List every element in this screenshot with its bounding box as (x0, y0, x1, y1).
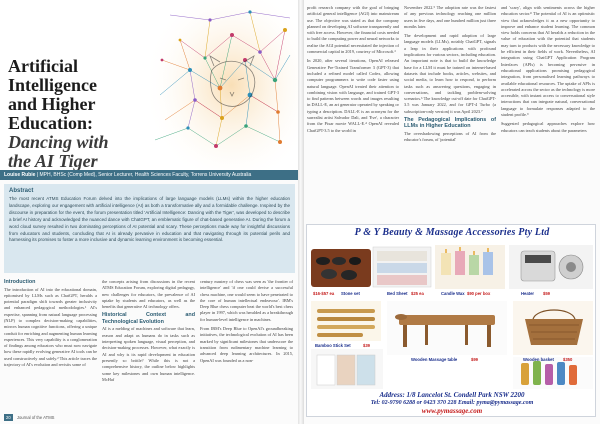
label-bamboo-stick: Bamboo Stick Set (315, 343, 351, 348)
ad-address: Address: 1/8 Lancelot St. Condell Park NSW 2200 (379, 391, 525, 399)
right-column-3 (501, 5, 595, 218)
ad-website-link[interactable]: www.pymassage.com (421, 406, 483, 415)
hot-stones-product (311, 249, 371, 287)
label-wooden-basket: Wooden basket (523, 357, 554, 362)
author-affiliation: | MPH, BHSc (Comp Med), Senior Lecturer, Health Sciences Faculty, Torrens University Australia (36, 172, 252, 178)
right-column-1 (307, 5, 399, 218)
product-photos (307, 239, 596, 391)
title-line-4: Education: (8, 113, 94, 133)
price-bed-sheet: $25 ea (411, 291, 424, 296)
left-column-3 (200, 279, 293, 412)
label-massage-table: Wooden Massage table (411, 357, 458, 362)
label-candle-wax: Candle Wax (441, 291, 465, 296)
title-line-3: and Higher (8, 94, 96, 114)
intro-heading: Introduction (4, 279, 36, 285)
title-line-6: the AI Tiger (8, 151, 98, 170)
price-bamboo-stick: $39 (363, 343, 370, 348)
right-column-2 (404, 5, 496, 218)
page-gutter (298, 0, 304, 424)
ai-tiger-network-illustration (150, 0, 298, 170)
bamboo-stick-product (311, 301, 381, 341)
abstract-heading: Abstract (9, 188, 34, 194)
r1-text: profit research company with the goal of bringing artificial general intelligence (AGI) into mainstream use. The objective was stated as that the company planned on developing AI software transparently and with free access. However, the financial costs needed to build the computing power and neural networks to realise the AGI potential necessitated the injection of commercial capital in 2019, courtesy of Microsoft.³ (307, 5, 399, 55)
left-column-2 (102, 279, 195, 412)
price-candle-wax: $90 per box (467, 291, 491, 296)
article-hero (0, 0, 298, 170)
price-massage-table: $99 (471, 357, 478, 362)
towels-robes-product (311, 349, 383, 389)
history-heading: Historical Context and Technological Evolution (102, 312, 195, 325)
title-line-2: Intelligence (8, 75, 97, 95)
abstract-text: The most recent ATMS Education Forum delved into the implications of large language models (LLMs) within the higher education landscape, exploring our engagement with artificial intelligence (AI) as both a transformative ally and a formidable challenge. Inspired by the discourse in preparation for the event, the forum presentation titled 'Artificial Intelligence: Dancing with the Tiger', was developed to describe a brief AI history and acknowledged the nuanced dance with ChatGPT, an emblematic figure of chat-based generative AI. During the forum a word cloud survey resulted in two dominating perceptions of AI potential and scary. These perceptions made way for insightful discussions from educators and students, concluding that AI is already pervasive in education and that navigating through its potential perils and harnessing its promises to foster a more inclusive and dynamic learning environment is becoming essential. (9, 196, 290, 243)
article-title (8, 57, 158, 170)
journal-name: Journal of the ATMS (16, 415, 55, 420)
price-stone-set: $16-$57 ea (313, 291, 335, 296)
r1-text-2: In 2020, after several iterations, OpenAI released Generative Pre-Trained Transformer 3 (GPT-3) that included a refined model called Codex, allowing computer programmers to write code faster using natural language. OpenAI treated their attention to combining vision with language, and trained GPT-3 to find patterns between words and images resulting in DALL-E, an art generator operated by speaking or typing a description. DALL-E is an acronym for the surrealist artist Salvador Dali, and 'Eve', a character from the Pixar movie WALL-E.⁴ OpenAI revealed ChatGPT-3.5 to the world in (307, 58, 399, 133)
massage-table-product (387, 301, 507, 355)
r3-text-2: Suggested pedagogical approaches explore how educators can teach students about the parameters (501, 121, 595, 133)
label-heater: Heater (521, 291, 535, 296)
page-number: 20 (6, 415, 11, 420)
left-column-1 (4, 279, 97, 412)
abstract-box (4, 184, 295, 273)
title-line-1: Artificial (8, 56, 78, 76)
col3-text: century mastery of chess was seen as 'the frontier of intelligence' and 'if one could devise a successful chess machine, one would seem to have penetrated to the core of human intellectual endeavour'. IBM's Deep Blue chess computer beat the world's best chess player in 1997, which was heralded as a breakthrough for human-level intelligence in machines. (200, 279, 293, 322)
title-line-5: Dancing with (8, 132, 109, 152)
ad-phone-email: Tel: 02-9790 6288 or 0423 370 228 Email: pyma@pymassage.com (370, 399, 534, 406)
heater-product (509, 245, 593, 289)
label-bed-sheet: Bed Sheet (387, 291, 408, 296)
massage-accessories-advertisement (306, 224, 596, 417)
r2-text-3: The overshadowing perceptions of AI from the educator's forum, of 'potential' (404, 130, 496, 143)
bed-sheet-product (373, 247, 431, 287)
r2-text-2: The development and rapid adoption of large language models (LLMs), notably ChatGPT, signals a leap in their applications with profound implications for various sectors, including education. An important note is that to build the knowledge base for a LLM it must be trained on internet-based datasets that include books, articles, websites, and social media, to learn how to respond, to perform tasks such as answering questions, engaging in conversations, and tackling problem-solving scenarios.⁶ The knowledge cut-off date for ChatGPT-3.5 was January 2022, and for GPT-4 Turbo (a subscription-only version) it was April 2023.⁷ (404, 33, 496, 114)
candle-wax-product (435, 245, 505, 289)
label-stone-set: Stone set (341, 291, 360, 296)
author-name: Louise Rubie (4, 172, 36, 178)
author-bar (0, 170, 298, 180)
price-wooden-basket: $350 (563, 357, 573, 362)
history-text: AI is a melding of machines and software that learn, reason and adapt as humans do in tasks such as interpreting spoken language, visual perception, and decision-making processes. However, what exactly is AI and why is its rapid development in education presently so brittle? While this is not a comprehensive history, the outline below highlights some key milestones and own human intelligence. McHaf (102, 326, 195, 382)
r3-text: and 'scary', align with sentiments across the higher education sector.⁸ The potential of AI is an optimistic view that acknowledges it as a new opportunity to improve and enhance student learning. The common view holds concerns that AI heralds a reduction in the value of education with the potential that students may turn to products with the necessary knowledge to be efficient in their fields of work. Nevertheless, AI integration using ChatGPT Application Program Interfaces (APIs) is becoming pervasive in educational applications promising pedagogical integration, from personalised learning pathways to available educational resources. The uptake of APIs is accelerated across the sector as the technology is more accessible, with instant access to conversational style interactions that can integrate natural, conversational language to formulate responses adapted to the student profile.⁹ (501, 5, 595, 118)
r2-text: November 2022.⁵ The adoption rate was the fastest of any previous technology reaching one million users in five days, and one hundred million just three months later. (404, 5, 496, 29)
pedagogy-heading: The Pedagogical Implications of LLMs in Higher Education (404, 117, 496, 130)
col3-text-2: From IBM's Deep Blue to OpenAI's groundbreaking initiatives, the technological evolution of AI has been marked by significant milestones that underscore the transition from rudimentary machine learning to advanced deep learning architectures. In 2015, OpenAI was founded as a non- (200, 326, 293, 363)
price-heater: $59 (543, 291, 550, 296)
wooden-basket-product (513, 301, 593, 355)
col2-text: the concepts arising from discussions in the recent ATMS Education Forum, exploring digital pedagogy, new challenges for educators, the prevalence of AI uptake by students and educators, as well as the benefits that generative AI technology offers. (102, 279, 195, 310)
ad-title: P & Y Beauty & Massage Accessories Pty Ltd (354, 227, 550, 238)
ad-contact-footer (307, 389, 596, 416)
page-folio (4, 414, 54, 421)
intro-text: The introduction of AI into the educational domain, epitomised by LLMs such as ChatGPT, heralds a potential paradigm shift towards greater inclusivity and enhanced pedagogical methodologies.¹ AI's expertise, spanning from natural language processing (NLP) to complex decision-making capabilities, mirrors human cognitive functions, offering a unique conduit for enriching and augmenting human learning experiences. This very capability is a conglomeration of findings among educators who must now navigate how these rapidly evolving generative AI tools can be used constructively and safely.² This article traces the trajectory of AI's evolution and revisits some of (4, 286, 97, 368)
